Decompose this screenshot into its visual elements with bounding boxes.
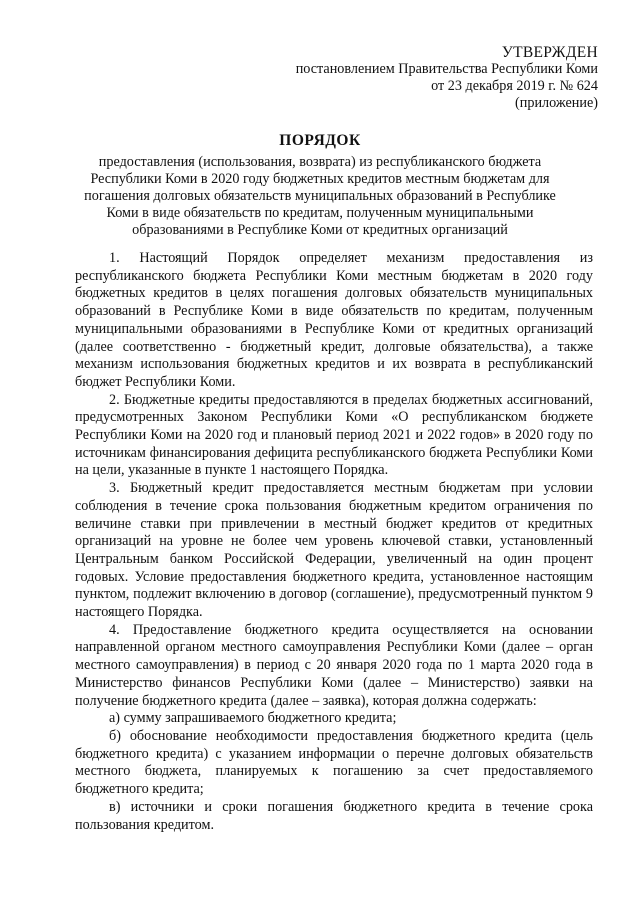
- approval-title: УТВЕРЖДЕН: [501, 44, 598, 61]
- subtitle-line: погашения долговых обязательств муниципальных образований в Республике: [84, 188, 556, 204]
- approval-stamp: [296, 44, 598, 112]
- paragraph-1: 1. Настоящий Порядок определяет механизм предоставления из республиканского бюджета Республики Коми местным бюджетам в 2020 году бюджетных кредитов в целях погашения долговых обязательств муниципальных образований в Республике Коми в виде обязательств по кредитам, полученным муниципальными образованиями в Республике Коми от кредитных организаций (далее соответственно - бюджетный кредит, долговые обязательства), а также механизм использования бюджетных кредитов и их возврата в республиканский бюджет Республики Коми.: [75, 250, 593, 390]
- subtitle-line: образованиями в Республике Коми от кредитных организаций: [132, 222, 508, 238]
- approval-decree: постановлением Правительства Республики Коми: [295, 61, 598, 77]
- document-title: ПОРЯДОК: [279, 132, 361, 149]
- list-item-c: в) источники и сроки погашения бюджетного кредита в течение срока пользования кредитом.: [75, 798, 593, 833]
- list-item-b: б) обоснование необходимости предоставления бюджетного кредита (цель бюджетного кредита) с указанием информации о перечне долговых обязательств местного бюджета, планируемых к погашению за счет предоставляемого бюджетного кредита;: [75, 727, 593, 798]
- subtitle-line: предоставления (использования, возврата) из республиканского бюджета: [98, 154, 542, 170]
- paragraph-4: 4. Предоставление бюджетного кредита осуществляется на основании направленной органом местного самоуправления Республики Коми (далее – орган местного самоуправления) в период с 20 января 2020 года по 1 марта 2020 года в Министерство финансов Республики Коми (далее – Министерство) заявки на получение бюджетного кредита (далее – заявка), которая должна содержать:: [75, 621, 593, 709]
- document-heading: [70, 132, 570, 239]
- approval-date: от 23 декабря 2019 г. № 624: [431, 78, 598, 94]
- paragraph-3: 3. Бюджетный кредит предоставляется местным бюджетам при условии соблюдения в течение срока пользования бюджетным кредитом ограничения по величине ставки при привлечении в местный бюджет кредитов от кредитных организаций на уровне не более чем уровень ключевой ставки, установленный Центральным банком Российской Федерации, увеличенный на один процент годовых. Условие предоставления бюджетного кредита, установленное настоящим пунктом, подлежит включению в договор (соглашение), предусмотренный пунктом 9 настоящего Порядка.: [75, 480, 593, 621]
- list-item-a: а) сумму запрашиваемого бюджетного кредита;: [109, 710, 397, 727]
- paragraph-2: 2. Бюджетные кредиты предоставляются в пределах бюджетных ассигнований, предусмотренных Законом Республики Коми «О республиканском бюджете Республики Коми на 2020 год и плановый период 2021 и 2022 годов» в 2020 году по источникам финансирования дефицита республиканского бюджета Республики Коми на цели, указанные в пункте 1 настоящего Порядка.: [75, 391, 593, 479]
- subtitle-line: Коми в виде обязательств по кредитам, полученным муниципальными: [106, 205, 534, 221]
- approval-note: (приложение): [515, 95, 598, 111]
- subtitle-line: Республики Коми в 2020 году бюджетных кредитов местным бюджетам для: [90, 171, 550, 187]
- document-body: [75, 250, 593, 834]
